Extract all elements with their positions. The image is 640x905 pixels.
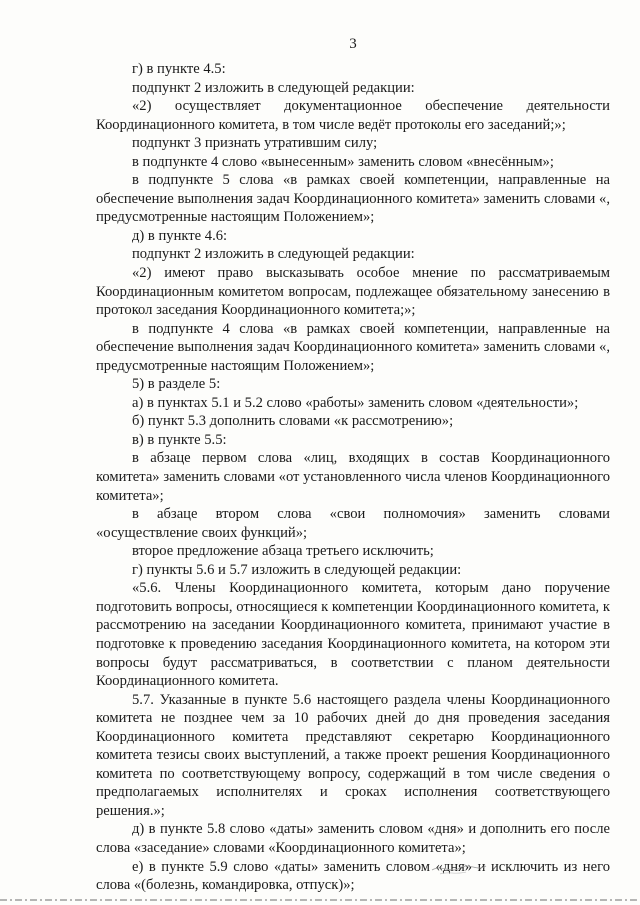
paragraph: г) в пункте 4.5: xyxy=(132,61,226,77)
paragraph: «5.6. Члены Координационного комитета, которым дано поручение подготовить вопросы, относящиеся к компетенции Координационного комитета, к рассмотрению на заседании Координационного комитета, принимают участие в подготовке к проведению заседания Координационного комитета, на котором эти вопросы будут рассматриваться, в соответствии с планом деятельности Координационного комитета. xyxy=(96,580,610,690)
paragraph: второе предложение абзаца третьего исключить; xyxy=(132,543,434,560)
paragraph: д) в пункте 5.8 слово «даты» заменить словом «дня» и дополнить его после слова «заседание» словами «Координационного комитета»; xyxy=(96,821,610,856)
document-page xyxy=(96,30,610,895)
paragraph: в подпункте 5 слова «в рамках своей компетенции, направленные на обеспечение выполнения задач Координационного комитета» заменить словами «, предусмотренные настоящим Положением»; xyxy=(96,172,610,226)
paragraph: а) в пунктах 5.1 и 5.2 слово «работы» заменить словом «деятельности»; xyxy=(132,394,579,411)
page-number: 3 xyxy=(349,36,357,52)
paragraph: е) в пункте 5.9 слово «даты» заменить словом «дня» и исключить из него слова «(болезнь, командировка, отпуск)»; xyxy=(96,858,610,894)
paragraph: подпункт 2 изложить в следующей редакции: xyxy=(132,246,415,263)
paragraph: г) пункты 5.6 и 5.7 изложить в следующей редакции: xyxy=(132,561,462,578)
scan-bottom-edge xyxy=(0,896,640,905)
paragraph: в абзаце первом слова «лиц, входящих в состав Координационного комитета» заменить словами «от установленного числа членов Координационного комитета»; xyxy=(96,450,610,504)
paragraph: в подпункте 4 слова «в рамках своей компетенции, направленные на обеспечение выполнения задач Координационного комитета» заменить словами «, предусмотренные настоящим Положением»; xyxy=(96,320,610,374)
paragraph: 5) в разделе 5: xyxy=(132,376,221,393)
document-body xyxy=(96,60,610,895)
paragraph: «2) имеют право высказывать особое мнение по рассматриваемым Координационным комитетом вопросам, подлежащее обязательному занесению в протокол заседания Координационного комитета;»; xyxy=(96,265,610,319)
scan-artifact-mark xyxy=(430,858,490,878)
paragraph: 5.7. Указанные в пункте 5.6 настоящего раздела члены Координационного комитета не позднее чем за 10 рабочих дней до дня проведения заседания Координационного комитета представляют секретарю Координационного комитета тезисы своих выступлений, а также проект решения Координационного комитета по соответствующему вопросу, содержащий в том числе сведения о предполагаемых исполнителях и сроках исполнения соответствующего решения.»; xyxy=(96,691,610,819)
paragraph: б) пункт 5.3 дополнить словами «к рассмотрению»; xyxy=(132,413,454,430)
paragraph: д) в пункте 4.6: xyxy=(132,227,228,244)
paragraph: в абзаце втором слова «свои полномочия» заменить словами «осуществление своих функций»; xyxy=(96,506,610,541)
paragraph: в) в пункте 5.5: xyxy=(132,431,227,448)
paragraph: подпункт 2 изложить в следующей редакции: xyxy=(132,79,415,96)
paragraph: «2) осуществляет документационное обеспечение деятельности Координационного комитета, в том числе ведёт протоколы его заседаний;»; xyxy=(96,98,610,133)
paragraph: в подпункте 4 слово «вынесенным» заменить словом «внесённым»; xyxy=(132,153,554,170)
paragraph: подпункт 3 признать утратившим силу; xyxy=(132,135,378,152)
